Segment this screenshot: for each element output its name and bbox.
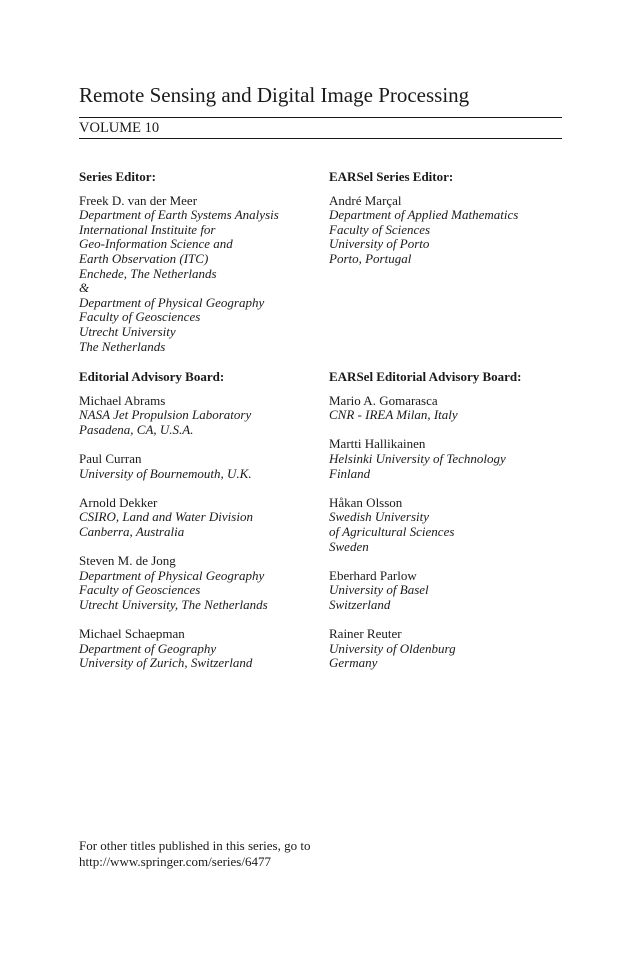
- earsel-series-editor-affiliation-line: Porto, Portugal: [329, 250, 412, 266]
- board-member-affiliation-line: Switzerland: [329, 596, 391, 612]
- board-member-affiliation-line: CNR - IREA Milan, Italy: [329, 407, 458, 423]
- board-member-name: Michael Abrams: [79, 392, 166, 408]
- board-member-affiliation-line: Faculty of Geosciences: [79, 582, 201, 598]
- board-member-affiliation-line: CSIRO, Land and Water Division: [79, 509, 253, 525]
- earsel-editorial-advisory-board-section: [329, 370, 522, 671]
- earsel-series-editor-name: André Marçal: [329, 192, 402, 208]
- board-member-affiliation-line: Pasadena, CA, U.S.A.: [79, 421, 194, 437]
- board-member-affiliation-line: Helsinki University of Technology: [329, 450, 506, 466]
- board-member: [329, 627, 522, 671]
- series-title: Remote Sensing and Digital Image Processing: [79, 83, 470, 107]
- board-member-name: Michael Schaepman: [79, 626, 185, 642]
- board-member-affiliation-line: Department of Geography: [79, 640, 217, 656]
- series-editor-affiliation-line: Department of Physical Geography: [79, 294, 265, 310]
- board-member-affiliation-line: University of Basel: [329, 582, 429, 598]
- board-member: [329, 437, 522, 481]
- board-member-name: Rainer Reuter: [329, 626, 402, 642]
- series-editor-affiliation-line: Faculty of Geosciences: [79, 309, 201, 325]
- board-member: [79, 627, 268, 671]
- series-editor-affiliation-line: &: [79, 280, 90, 296]
- series-editor-affiliation-line: Enchede, The Netherlands: [79, 265, 217, 281]
- board-member-name: Steven M. de Jong: [79, 553, 176, 569]
- board-member: [329, 496, 522, 554]
- footer-text: For other titles published in this series, go to: [79, 838, 311, 853]
- series-editor-name: Freek D. van der Meer: [79, 192, 198, 208]
- board-member: [79, 496, 268, 540]
- editorial-advisory-board-heading: Editorial Advisory Board:: [79, 369, 225, 384]
- board-member-affiliation-line: of Agricultural Sciences: [329, 523, 455, 539]
- bottom-rule: [79, 138, 562, 139]
- earsel-series-editor-heading: EARSel Series Editor:: [329, 169, 454, 184]
- top-rule: [79, 117, 562, 118]
- board-member-affiliation-line: Germany: [329, 655, 378, 671]
- earsel-editorial-advisory-board-heading: EARSel Editorial Advisory Board:: [329, 369, 522, 384]
- series-url-link[interactable]: http://www.springer.com/series/6477: [79, 854, 271, 869]
- board-member: [79, 394, 268, 438]
- editorial-advisory-board-section: [79, 370, 268, 671]
- series-editor-section: [79, 170, 279, 354]
- board-member-name: Eberhard Parlow: [329, 567, 417, 583]
- board-member-name: Arnold Dekker: [79, 494, 158, 510]
- earsel-series-editor-affiliation-line: Faculty of Sciences: [329, 221, 431, 237]
- board-member: [79, 554, 268, 612]
- board-member-name: Paul Curran: [79, 450, 142, 466]
- board-member-affiliation-line: University of Bournemouth, U.K.: [79, 465, 252, 481]
- series-editor-affiliation-line: Earth Observation (ITC): [79, 250, 209, 266]
- board-member-affiliation-line: NASA Jet Propulsion Laboratory: [79, 407, 252, 423]
- board-member: [329, 569, 522, 613]
- series-footer: [79, 838, 310, 870]
- series-editor-affiliation-line: The Netherlands: [79, 338, 166, 354]
- board-member-name: Håkan Olsson: [329, 494, 403, 510]
- series-editor-heading: Series Editor:: [79, 169, 156, 184]
- board-member-affiliation-line: University of Zurich, Switzerland: [79, 655, 253, 671]
- board-member-affiliation-line: Department of Physical Geography: [79, 567, 265, 583]
- volume-label: VOLUME 10: [79, 120, 160, 136]
- series-editor-affiliation-line: International Instituite for: [79, 221, 216, 237]
- series-editor-affiliation-line: Geo-Information Science and: [79, 236, 233, 252]
- board-member-affiliation-line: Canberra, Australia: [79, 523, 185, 539]
- series-editor-affiliation-line: Department of Earth Systems Analysis: [79, 207, 279, 223]
- board-member-affiliation-line: Utrecht University, The Netherlands: [79, 596, 268, 612]
- earsel-series-editor-affiliation-line: University of Porto: [329, 236, 430, 252]
- board-member-affiliation-line: Finland: [329, 465, 371, 481]
- board-member-affiliation-line: Sweden: [329, 538, 369, 554]
- board-member-affiliation-line: Swedish University: [329, 509, 430, 525]
- board-member-name: Mario A. Gomarasca: [329, 392, 438, 408]
- series-editor-affiliation-line: Utrecht University: [79, 323, 176, 339]
- board-member: [79, 452, 268, 481]
- board-member: [329, 394, 522, 423]
- board-member-affiliation-line: University of Oldenburg: [329, 640, 456, 656]
- earsel-series-editor-affiliation-line: Department of Applied Mathematics: [329, 207, 519, 223]
- board-member-name: Martti Hallikainen: [329, 436, 426, 452]
- earsel-series-editor-section: [329, 170, 518, 267]
